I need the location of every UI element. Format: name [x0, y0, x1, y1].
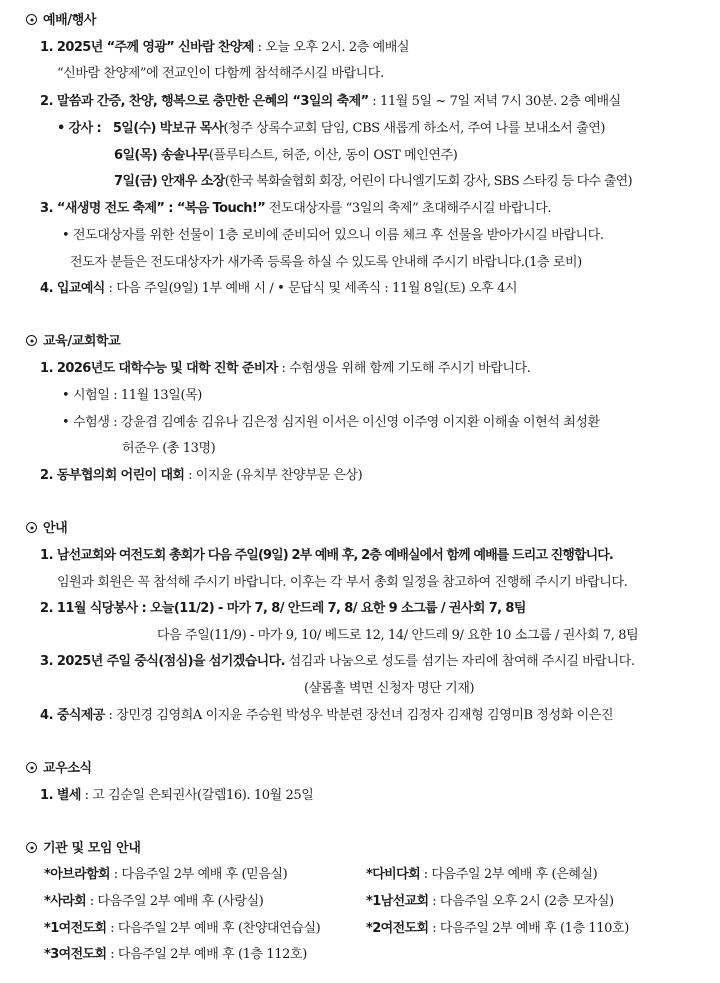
circle-dot-icon: [26, 842, 37, 853]
group-item: *다비다회 : 다음주일 2부 예배 후 (은혜실): [366, 867, 598, 882]
notice-item-1-sub: 임원과 회원은 꼭 참석해 주시기 바랍니다. 이후는 각 부서 총회 일정을 참고하여 진행해 주시기 바랍니다.: [57, 575, 628, 590]
circle-dot-icon: [26, 522, 37, 533]
notice-item-3-sub: (샬롬홀 벽면 신청자 명단 기재): [304, 681, 475, 696]
section-heading-notice: 안내: [26, 520, 67, 538]
alumni-item-1: 1. 별세 : 고 김순일 은퇴권사(갈렙16). 10월 25일: [40, 788, 314, 803]
worship-item-3: 3. “새생명 전도 축제” : “복음 Touch!” 전도대상자를 “3일의 축제” 초대해주시길 바랍니다.: [40, 201, 552, 216]
lecturer-line-3: 7일(금) 안재우 소장(한국 복화술협회 회장, 어린이 다니엘기도회 강사, SBS 스타킹 등 다수 출연): [114, 174, 632, 189]
notice-item-3: 3. 2025년 주일 중식(점심)을 섬기겠습니다. 섬김과 나눔으로 성도를 섬기는 자리에 참여해 주시길 바랍니다.: [40, 654, 635, 669]
notice-item-2: 2. 11월 식당봉사 : 오늘(11/2) - 마가 7, 8/ 안드레 7, 8/ 요한 9 소그룹 / 권사회 7, 8팀: [40, 601, 526, 616]
section-heading-education: 교육/교회학교: [26, 333, 120, 351]
group-item: *사라회 : 다음주일 2부 예배 후 (사랑실): [44, 894, 264, 909]
group-item: *아브라함회 : 다음주일 2부 예배 후 (믿음실): [44, 867, 288, 882]
worship-item-1: 1. 2025년 “주께 영광” 신바람 찬양제 : 오늘 오후 2시. 2층 예배실: [40, 40, 410, 55]
education-item-2: 2. 동부협의회 어린이 대회 : 이지윤 (유치부 찬양부문 은상): [40, 468, 363, 483]
notice-item-2-sub: 다음 주일(11/9) - 마가 9, 10/ 베드로 12, 14/ 안드레 9/ 요한 10 소그룹 / 권사회 7, 8팀: [157, 628, 639, 643]
section-heading-groups: 기관 및 모임 안내: [26, 840, 140, 858]
exam-students: • 수험생 : 강윤겸 김예송 김유나 김은정 심지원 이서은 이신영 이주영 이지환 이해솔 이현석 최성환: [62, 415, 600, 430]
circle-dot-icon: [26, 335, 37, 346]
worship-item-1-sub: “신바람 찬양제”에 전교인이 다함께 참석해주시길 바랍니다.: [57, 66, 384, 81]
circle-dot-icon: [26, 14, 37, 25]
group-item: *3여전도회 : 다음주일 2부 예배 후 (1층 112호): [44, 947, 307, 962]
group-item: *2여전도회 : 다음주일 2부 예배 후 (1층 110호): [366, 921, 629, 936]
worship-item-3-bullet-cont: 전도자 분들은 전도대상자가 새가족 등록을 하실 수 있도록 안내해 주시기 바랍니다.(1층 로비): [70, 255, 582, 270]
section-heading-worship: 예배/행사: [26, 12, 96, 30]
notice-item-1: 1. 남선교회와 여전도회 총회가 다음 주일(9일) 2부 예배 후, 2층 예배실에서 함께 예배를 드리고 진행합니다.: [40, 548, 613, 563]
notice-item-4: 4. 중식제공 : 장민경 김영희A 이지윤 주승원 박성우 박분련 장선녀 김정자 김재형 김영미B 정성화 이은진: [40, 708, 614, 723]
worship-item-2: 2. 말씀과 간증, 찬양, 행복으로 충만한 은혜의 “3일의 축제” : 11월 5일 ~ 7일 저녁 7시 30분. 2층 예배실: [40, 94, 621, 109]
worship-item-4: 4. 입교예식 : 다음 주일(9일) 1부 예배 시 / • 문답식 및 세족식 : 11월 8일(토) 오후 4시: [40, 281, 518, 296]
group-item: *1여전도회 : 다음주일 2부 예배 후 (찬양대연습실): [44, 921, 321, 936]
group-item: *1남선교회 : 다음주일 오후 2시 (2층 모자실): [366, 894, 614, 909]
section-heading-alumni: 교우소식: [26, 760, 92, 778]
worship-item-3-bullet: • 전도대상자를 위한 선물이 1층 로비에 준비되어 있으니 이름 체크 후 선물을 받아가시길 바랍니다.: [62, 228, 604, 243]
lecturer-line-1: • 강사 : 5일(수) 박보규 목사(청주 상록수교회 담임, CBS 새롭게 하소서, 주여 나를 보내소서 출연): [57, 121, 606, 136]
education-item-1: 1. 2026년도 대학수능 및 대학 진학 준비자 : 수험생을 위해 함께 기도해 주시기 바랍니다.: [40, 361, 531, 376]
circle-dot-icon: [26, 762, 37, 773]
exam-date: • 시험일 : 11월 13일(목): [62, 388, 202, 403]
exam-students-cont: 허준우 (총 13명): [122, 441, 216, 456]
lecturer-line-2: 6일(목) 송솔나무(플루티스트, 허준, 이산, 동이 OST 메인연주): [114, 148, 458, 163]
